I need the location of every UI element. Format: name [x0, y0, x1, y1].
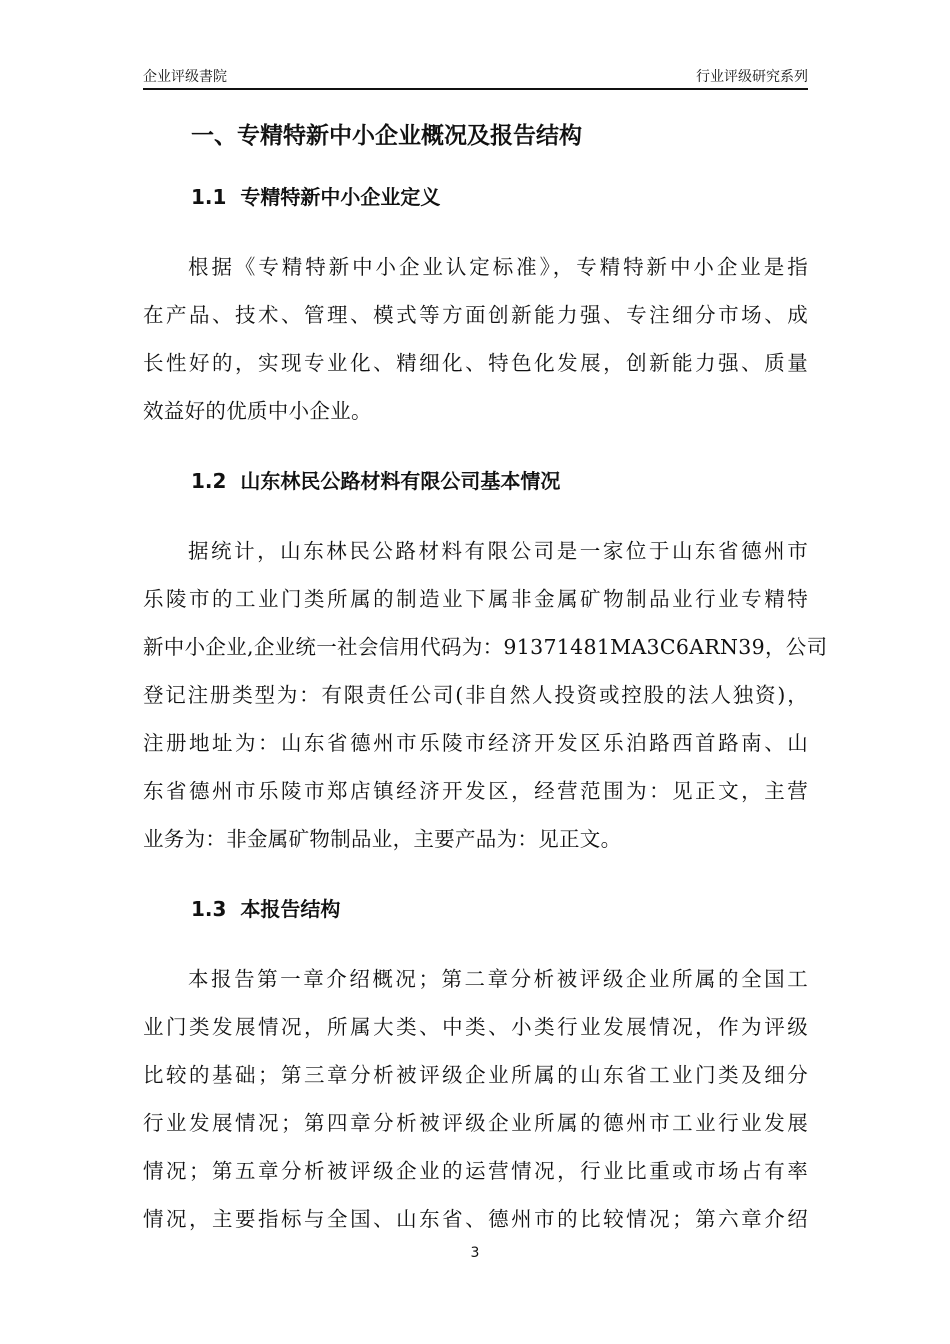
paragraph-line: 长性好的，实现专业化、精细化、特色化发展，创新能力强、质量 — [143, 351, 808, 375]
section-paragraph-1-2 — [143, 527, 828, 863]
chapter-title: 一、专精特新中小企业概况及报告结构 — [191, 123, 582, 149]
paragraph-line: 注册地址为：山东省德州市乐陵市经济开发区乐泊路西首路南、山 — [143, 731, 808, 755]
page-header — [143, 66, 808, 90]
paragraph-line: 乐陵市的工业门类所属的制造业下属非金属矿物制品业行业专精特 — [143, 587, 808, 611]
paragraph-line: 情况；第五章分析被评级企业的运营情况，行业比重或市场占有率 — [143, 1159, 808, 1183]
paragraph-line: 情况，主要指标与全国、山东省、德州市的比较情况；第六章介绍 — [143, 1207, 808, 1231]
page-number: 3 — [470, 1245, 480, 1261]
header-publisher: 企业评级書院 — [143, 69, 227, 85]
section-heading-1-2: 1.2 山东林民公路材料有限公司基本情况 — [191, 469, 561, 493]
paragraph-line: 效益好的优质中小企业。 — [143, 399, 372, 423]
paragraph-line: 本报告第一章介绍概况；第二章分析被评级企业所属的全国工 — [188, 967, 808, 991]
paragraph-line: 在产品、技术、管理、模式等方面创新能力强、专注细分市场、成 — [143, 303, 808, 327]
header-series: 行业评级研究系列 — [696, 69, 808, 85]
section-heading-1-1: 1.1 专精特新中小企业定义 — [191, 185, 441, 209]
paragraph-line: 新中小企业,企业统一社会信用代码为：91371481MA3C6ARN39，公司 — [143, 635, 828, 659]
section-paragraph-1-1 — [143, 243, 808, 435]
paragraph-line: 根据《专精特新中小企业认定标准》，专精特新中小企业是指 — [188, 255, 808, 279]
section-heading-1-3: 1.3 本报告结构 — [191, 897, 341, 921]
paragraph-line: 比较的基础；第三章分析被评级企业所属的山东省工业门类及细分 — [143, 1063, 808, 1087]
paragraph-line: 业务为：非金属矿物制品业，主要产品为：见正文。 — [143, 827, 622, 851]
paragraph-line: 据统计，山东林民公路材料有限公司是一家位于山东省德州市 — [188, 539, 808, 563]
paragraph-line: 东省德州市乐陵市郑店镇经济开发区，经营范围为：见正文，主营 — [143, 779, 808, 803]
paragraph-line: 登记注册类型为：有限责任公司(非自然人投资或控股的法人独资)， — [143, 683, 808, 707]
paragraph-line: 业门类发展情况，所属大类、中类、小类行业发展情况，作为评级 — [143, 1015, 808, 1039]
section-paragraph-1-3 — [143, 955, 808, 1243]
paragraph-line: 行业发展情况；第四章分析被评级企业所属的德州市工业行业发展 — [143, 1111, 808, 1135]
document-body — [143, 112, 828, 1243]
